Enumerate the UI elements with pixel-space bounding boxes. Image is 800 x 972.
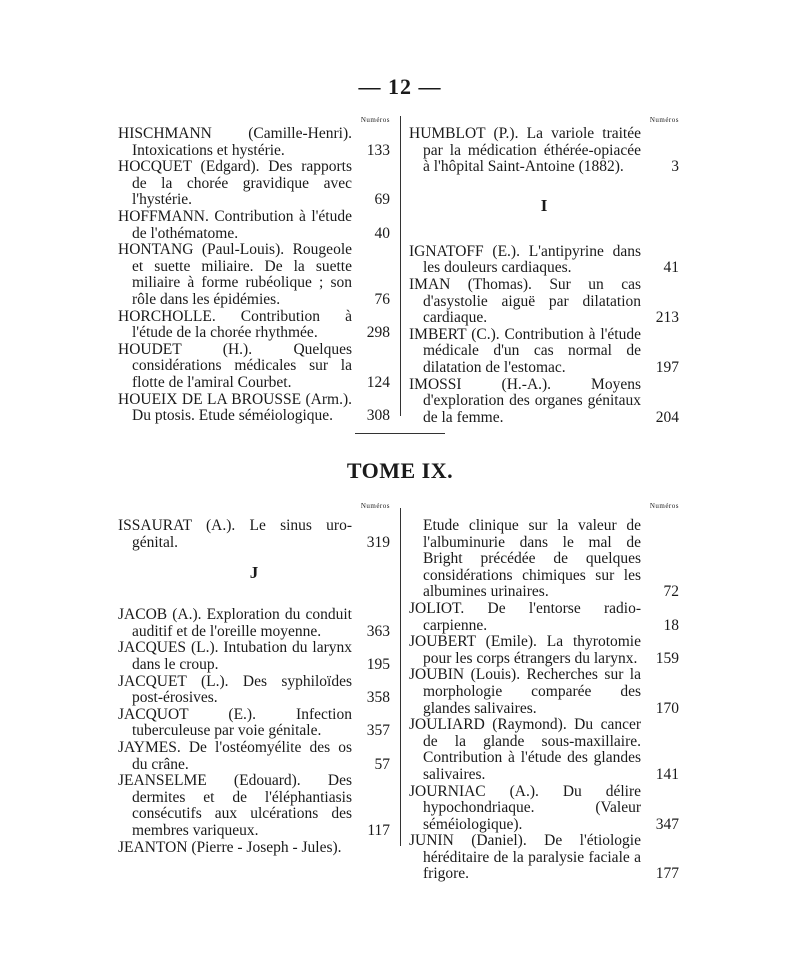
entry-text: Etude clinique sur la valeur de l'albuminurie dans le mal de Bright précédée de quelques considérations chimiques sur les albumines urinaires. [423,517,641,601]
entry-number: 40 [374,224,390,242]
bottom-right-column [409,502,679,883]
entry-number: 124 [366,373,390,391]
entry-number: 319 [366,533,390,551]
column-divider-top [400,116,401,416]
entry-number: 18 [663,616,679,634]
entry-text: JACOB (A.). Exploration du conduit auditif et de l'oreille moyenne. [118,606,352,640]
entry-list [409,126,679,176]
entry-text: IMBERT (C.). Contribution à l'étude médicale d'un cas normal de dilatation de l'estomac. [409,325,641,376]
entry-text: JOUBIN (Louis). Recherches sur la morphologie comparée des glandes salivaires. [409,666,641,717]
index-entry [409,717,679,783]
index-entry [118,126,390,159]
index-entry [118,640,390,673]
numeros-header: Numéros [649,502,679,510]
numeros-header: Numéros [360,502,390,510]
index-entry [118,607,390,640]
section-letter-i: I [540,195,548,215]
entry-number: 358 [366,689,390,707]
numeros-header: Numéros [649,116,679,124]
section-letter-j: J [249,563,259,583]
index-entry [118,740,390,773]
page-number: — 12 — [358,74,442,99]
entry-number: 41 [663,259,679,277]
index-entry [409,634,679,667]
entry-text: JACQUOT (E.). Infection tuberculeuse par voie génitale. [118,705,352,740]
entry-text: HUMBLOT (P.). La variole traitée par la médication éthérée-opiacée à l'hôpital Saint-Antoine (1882). [409,125,641,176]
entry-text: IMAN (Thomas). Sur un cas d'asystolie aiguë par dilatation cardiaque. [409,275,641,327]
entry-number: 347 [655,815,679,833]
entry-text: HISCHMANN (Camille-Henri). Intoxications et hystérie. [118,125,352,159]
entry-text: HOUDET (H.). Quelques considérations médicales sur la flotte de l'amiral Courbet. [118,340,352,391]
entry-text: HORCHOLLE. Contribution à l'étude de la chorée rhythmée. [118,307,352,342]
entry-number: 141 [655,765,679,783]
entry-number: 204 [655,408,679,426]
entry-number: 69 [374,191,390,209]
entry-text: HOCQUET (Edgard). Des rapports de la chorée gravidique avec l'hystérie. [118,158,352,209]
entry-text: HONTANG (Paul-Louis). Rougeole et suette miliaire. De la suette miliaire à forme rubéolique ; son rôle dans les épidémies. [118,241,352,308]
index-entry [118,309,390,342]
index-entry [409,126,679,176]
entry-number: 195 [366,655,390,673]
entry-number: 76 [374,290,390,308]
entry-number: 159 [655,649,679,667]
numeros-header: Numéros [360,116,390,124]
entry-text: JOUBERT (Emile). La thyrotomie pour les corps étrangers du larynx. [409,633,641,667]
entry-number: 117 [367,821,390,839]
index-entry [409,667,679,717]
entry-text: JEANSELME (Edouard). Des dermites et de l'éléphantiasis consécutifs aux ulcérations des membres variqueux. [118,772,352,839]
entry-text: HOFFMANN. Contribution à l'étude de l'othématome. [118,207,352,242]
index-entry [118,773,390,839]
entry-number: 357 [366,722,390,740]
index-entry [409,277,679,327]
entry-text: IMOSSI (H.-A.). Moyens d'exploration des organes génitaux de la femme. [409,375,641,426]
entry-number: 133 [366,141,390,159]
entry-text: JOLIOT. De l'entorse radio-carpienne. [409,599,641,634]
entry-text: JAYMES. De l'ostéomyélite des os du crâne. [118,738,352,773]
entry-text: JOULIARD (Raymond). Du cancer de la glande sous-maxillaire. Contribution à l'étude des glandes salivaires. [409,716,641,783]
section-separator [355,433,445,434]
index-entry [409,601,679,634]
index-entry [409,377,679,427]
entry-list [118,126,390,425]
entry-text: JUNIN (Daniel). De l'étiologie héréditaire de la paralysie faciale a frigore. [409,832,641,883]
entry-text: JOURNIAC (A.). Du délire hypochondriaque. (Valeur séméiologique). [409,782,641,833]
index-entry [409,327,679,377]
entry-text: ISSAURAT (A.). Le sinus uro-génital. [118,517,352,551]
entry-text: JEANTON (Pierre - Joseph - Jules). [118,838,342,856]
entry-number: 3 [671,158,679,176]
entry-number: 308 [366,407,390,425]
index-entry [118,674,390,707]
entry-number: 72 [663,583,679,601]
index-entry [118,707,390,740]
index-entry [118,392,390,425]
entry-text: JACQUET (L.). Des syphiloïdes post-érosives. [118,672,352,707]
entry-number: 213 [655,309,679,327]
entry-text: JACQUES (L.). Intubation du larynx dans le croup. [118,639,352,673]
entry-number: 57 [374,755,390,773]
entry-number: 298 [366,324,390,342]
entry-number: 177 [655,865,679,883]
index-entry [409,244,679,277]
entry-number: 197 [655,358,679,376]
entry-list [409,244,679,427]
index-entry [118,159,390,209]
entry-text: IGNATOFF (E.). L'antipyrine dans les douleurs cardiaques. [409,242,641,277]
index-entry [118,342,390,392]
index-entry [118,840,390,857]
entry-text: HOUEIX DE LA BROUSSE (Arm.). Du ptosis. Etude séméiologique. [118,390,352,425]
index-entry [409,833,679,883]
index-entry [118,518,390,551]
tome-title: TOME IX. [346,458,454,483]
index-entry [409,784,679,834]
index-entry [409,518,679,601]
index-entry [118,209,390,242]
bottom-left-column [118,502,390,856]
entry-list [409,518,679,883]
column-divider-bottom [400,508,401,846]
entry-list [118,607,390,856]
top-left-column [118,116,390,425]
entry-number: 170 [655,699,679,717]
entry-number: 363 [366,622,390,640]
top-right-column [409,116,679,426]
entry-list [118,518,390,551]
index-entry [118,242,390,308]
